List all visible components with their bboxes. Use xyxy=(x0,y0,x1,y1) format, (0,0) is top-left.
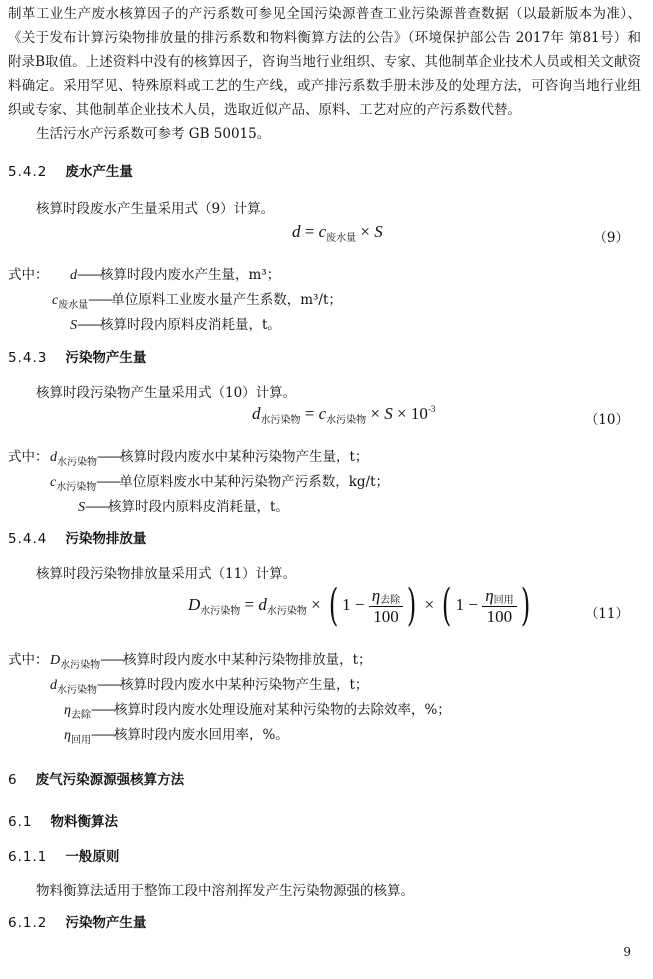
formula-lead: 核算时段污染物排放量采用式（11）计算。 xyxy=(36,566,297,582)
intro-paragraph-2: 生活污水产污系数可参考 GB 50015。 xyxy=(36,126,271,142)
definition-row: S——核算时段内原料皮消耗量，t。 xyxy=(70,317,281,333)
section-heading-6-1-1 xyxy=(8,845,119,865)
body-text: 物料衡算法适用于整饰工段中溶剂挥发产生污染物源强的核算。 xyxy=(36,883,414,899)
section-title: 污染物产生量 xyxy=(65,915,147,931)
definition-row: $d_{水污染物}——$核算时段内废水中某种污染物产生量，t； xyxy=(50,449,369,468)
definition-row: $c_{水污染物}——$单位原料废水中某种污染物产污系数，kg/t； xyxy=(50,474,390,493)
section-title: 物料衡算法 xyxy=(50,814,118,830)
definition-row: $D_{水污染物}——$核算时段内废水中某种污染物排放量，t； xyxy=(50,652,372,671)
formula-lead: 核算时段污染物产生量采用式（10）计算。 xyxy=(36,385,297,401)
definition-row: $c_{废水量}——$单位原料工业废水量产生系数，m³/t； xyxy=(52,292,342,311)
section-heading-5-4-3 xyxy=(8,346,146,366)
section-number: 5.4.3 xyxy=(8,350,48,366)
formula-11: $D_{水污染物} = d_{水污染物}$ × ( 1 − $\frac{\text{η去除}}{100}$ ) × ( 1 − $\frac{\text{η回用}}{100}$ ) xyxy=(188,580,530,631)
definition-row: d——核算时段内废水产生量，m³； xyxy=(70,267,281,283)
equation-number: （11） xyxy=(584,606,629,622)
section-heading-6 xyxy=(8,768,184,788)
section-heading-5-4-4 xyxy=(8,527,146,547)
where-label: 式中： xyxy=(8,267,49,283)
section-number: 5.4.4 xyxy=(8,531,48,547)
section-number: 6 xyxy=(8,772,18,788)
section-heading-5-4-2 xyxy=(8,160,133,180)
page-number: 9 xyxy=(623,945,631,959)
section-number: 6.1.1 xyxy=(8,849,48,865)
section-title: 一般原则 xyxy=(65,849,120,865)
formula-10: $d_{水污染物} = c_{水污染物} \times S \times 10^{-3}$ xyxy=(252,404,436,426)
definition-row: $d_{水污染物}——$核算时段内废水中某种污染物产生量，t； xyxy=(50,677,369,696)
formula-lead: 核算时段废水产生量采用式（9）计算。 xyxy=(36,201,275,217)
equation-number: （9） xyxy=(593,230,629,246)
section-number: 6.1.2 xyxy=(8,915,48,931)
intro-paragraph: 制革工业生产废水核算因子的产污系数可参见全国污染源普查工业污染源普查数据（以最新版本为准）、《关于发布计算污染物排放量的排污系数和物料衡算方法的公告》（环境保护部公告 2017年 第81号）和附录B取值。上述资料中没有的核算因子，咨询当地行业组织、专家、其他制革企业技术人员或相关文献资料确定。采用罕见、特殊原料或工艺的生产线，或产排污系数手册未涉及的处理方法，可咨询当地行业组织或专家、其他制革企业技术人员，选取近似产品、原料、工艺对应的产污系数代替。 xyxy=(8,6,641,118)
section-title: 污染物排放量 xyxy=(65,531,147,547)
where-label: 式中： xyxy=(8,652,49,668)
section-heading-6-1 xyxy=(8,810,118,830)
section-number: 6.1 xyxy=(8,814,33,830)
formula-9: $d = c_{废水量} \times S$ xyxy=(292,222,383,244)
definition-row: $\eta_{回用}——$核算时段内废水回用率，%。 xyxy=(64,727,289,746)
definition-row: S——核算时段内原料皮消耗量，t。 xyxy=(78,499,289,515)
section-number: 5.4.2 xyxy=(8,164,48,180)
where-label: 式中： xyxy=(8,449,49,465)
equation-number: （10） xyxy=(584,412,629,428)
section-title: 废气污染源源强核算方法 xyxy=(35,772,185,788)
section-heading-6-1-2 xyxy=(8,911,146,931)
definition-row: $\eta_{去除}——$核算时段内废水处理设施对某种污染物的去除效率，%； xyxy=(64,702,451,721)
section-title: 污染物产生量 xyxy=(65,350,147,366)
section-title: 废水产生量 xyxy=(65,164,133,180)
